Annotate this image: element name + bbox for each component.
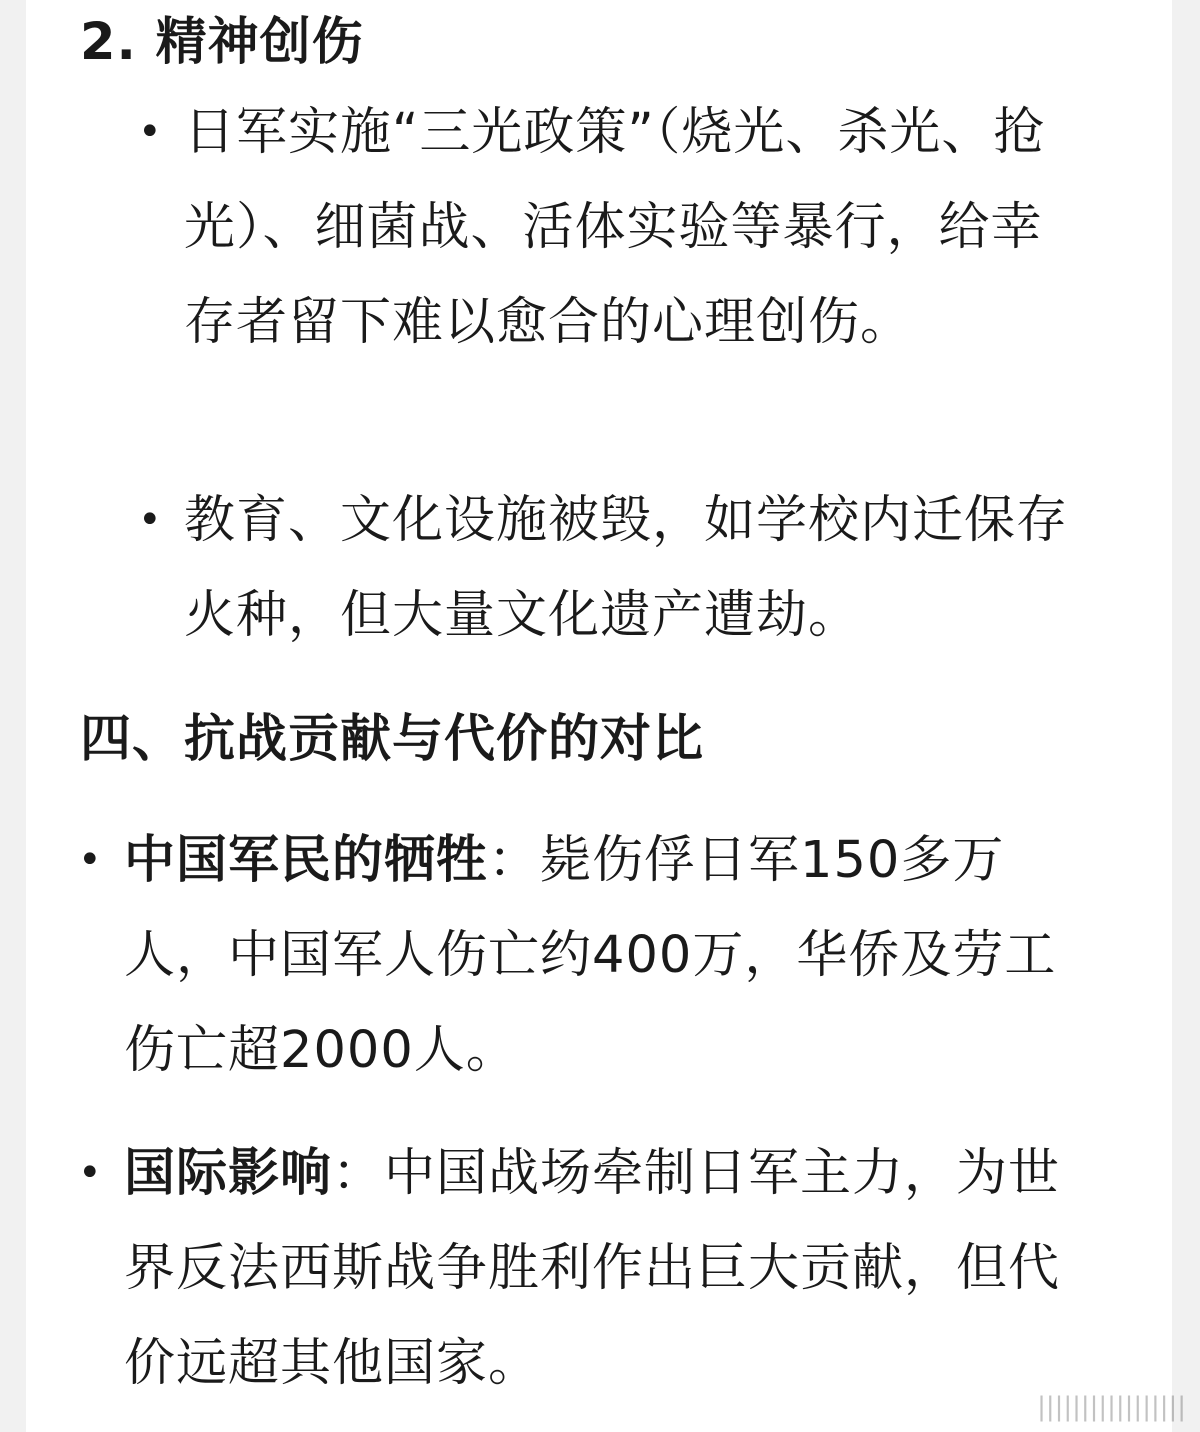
label-separator: ： (332, 1144, 385, 1203)
item-text: 中国战场牵制日军主力，为世界反法西斯战争胜利作出巨大贡献，但代价远超其他国家。 (124, 1144, 1061, 1393)
bullet-icon: • (78, 837, 102, 883)
item-label: 国际影响 (124, 1144, 333, 1203)
item-label: 中国军民的牺牲 (124, 831, 489, 890)
list-item-sacrifice (124, 813, 1084, 1098)
label-separator: ： (488, 831, 541, 890)
bullet-icon: • (138, 109, 162, 155)
list-item-three-alls-policy: 日军实施“三光政策”（烧光、杀光、抢光）、细菌战、活体实验等暴行，给幸存者留下难以愈合的心理创伤。 (184, 103, 1046, 352)
list-item-cultural-facilities: 教育、文化设施被毁，如学校内迁保存火种，但大量文化遗产遭劫。 (184, 491, 1069, 645)
section-heading-spiritual-trauma: 2. 精神创伤 (80, 13, 364, 72)
list-item-international-impact (124, 1126, 1084, 1411)
watermark: ||||||||||||||||| (1037, 1392, 1186, 1422)
item-text: 毙伤俘日军150多万人，中国军人伤亡约400万，华侨及劳工伤亡超2000人。 (124, 831, 1057, 1080)
bullet-icon: • (78, 1150, 102, 1196)
bullet-icon: • (138, 497, 162, 543)
section-heading-contribution-cost: 四、抗战贡献与代价的对比 (80, 710, 705, 769)
